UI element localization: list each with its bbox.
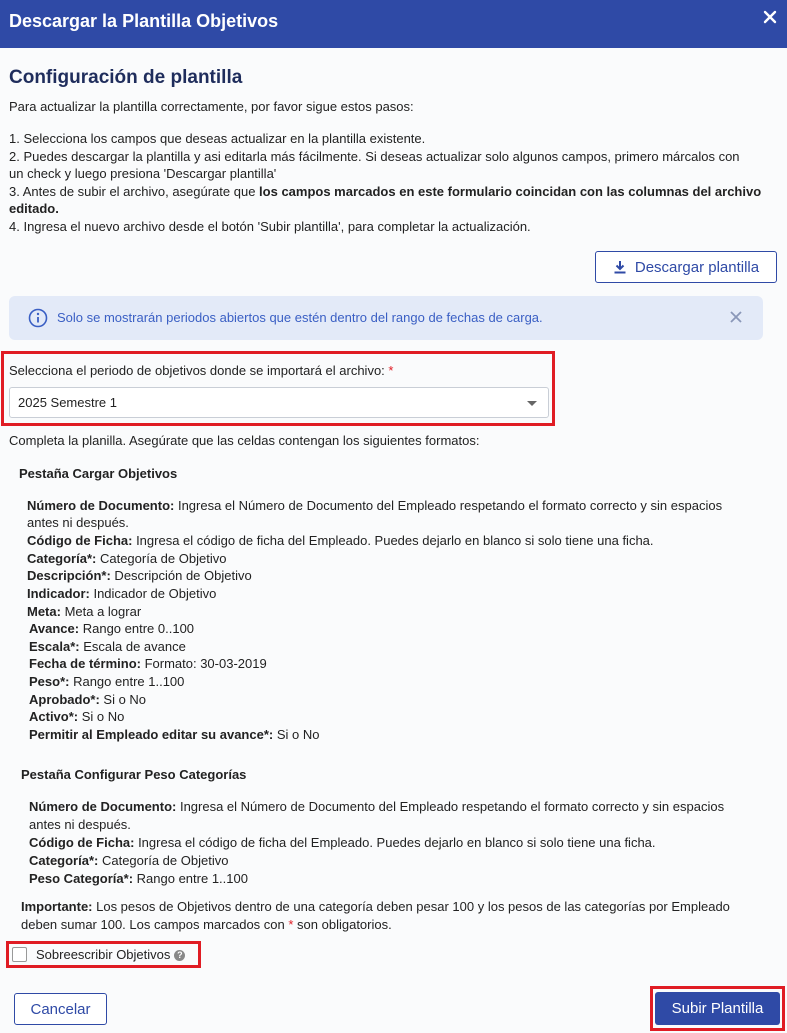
download-template-button[interactable] xyxy=(595,251,777,283)
dialog-body xyxy=(0,48,787,1033)
tab1-field-line: Fecha de término: Formato: 30-03-2019 xyxy=(29,656,267,671)
tab2-ficha-line: Código de Ficha: Ingresa el código de ficha del Empleado. Puedes dejarlo en blanco si solo tiene una ficha. xyxy=(29,835,656,850)
step-2-cont: un check y luego presiona 'Descargar plantilla' xyxy=(9,166,277,181)
dialog-header xyxy=(0,0,787,48)
tab1-field-line: Meta: Meta a lograr xyxy=(27,604,142,619)
tab1-field-line: Activo*: Si o No xyxy=(29,709,125,724)
download-icon xyxy=(613,260,627,274)
intro-text: Para actualizar la plantilla correctamente, por favor sigue estos pasos: xyxy=(9,99,414,114)
period-select-value: 2025 Semestre 1 xyxy=(18,395,118,410)
tab1-field-line: Descripción*: Descripción de Objetivo xyxy=(27,568,252,583)
tab1-field-line: Escala*: Escala de avance xyxy=(29,639,186,654)
help-icon[interactable]: ? xyxy=(174,950,185,961)
tab1-ficha-line: Código de Ficha: Ingresa el código de ficha del Empleado. Puedes dejarlo en blanco si solo tiene una ficha. xyxy=(27,533,654,548)
overwrite-checkbox[interactable] xyxy=(12,947,27,962)
required-mark: * xyxy=(388,363,394,378)
tab2-doc-line: Número de Documento: Ingresa el Número de Documento del Empleado respetando el formato correcto y sin espacios xyxy=(29,799,725,814)
tab2-cat-line: Categoría*: Categoría de Objetivo xyxy=(29,853,229,868)
tab1-field-line: Indicador: Indicador de Objetivo xyxy=(27,586,217,601)
dialog-title: Descargar la Plantilla Objetivos xyxy=(9,11,279,31)
download-template-label: Descargar plantilla xyxy=(634,258,760,276)
period-label: Selecciona el periodo de objetivos donde se importará el archivo: * xyxy=(9,363,394,378)
tab1-field-line: Aprobado*: Si o No xyxy=(29,692,147,707)
info-text: Solo se mostrarán periodos abiertos que estén dentro del rango de fechas de carga. xyxy=(57,310,543,325)
close-icon[interactable] xyxy=(763,10,779,32)
tab2-peso-line: Peso Categoría*: Rango entre 1..100 xyxy=(29,871,248,886)
important-note-cont: deben sumar 100. Los campos marcados con * son obligatorios. xyxy=(21,917,392,932)
tab2-doc-line-cont: antes ni después. xyxy=(29,817,131,832)
tab2-title: Pestaña Configurar Peso Categorías xyxy=(21,767,247,782)
step-1: 1. Selecciona los campos que deseas actualizar en la plantilla existente. xyxy=(9,131,426,146)
tab1-title: Pestaña Cargar Objetivos xyxy=(19,466,178,481)
chevron-down-icon xyxy=(527,401,537,406)
cancel-label: Cancelar xyxy=(30,1000,91,1018)
tab1-doc-line: Número de Documento: Ingresa el Número de Documento del Empleado respetando el formato correcto y sin espacios xyxy=(27,498,723,513)
section-title: Configuración de plantilla xyxy=(9,67,243,88)
tab1-doc-line-cont: antes ni después. xyxy=(27,515,129,530)
tab1-field-line: Permitir al Empleado editar su avance*: Si o No xyxy=(29,727,320,742)
info-banner xyxy=(9,296,763,340)
formats-intro: Completa la planilla. Asegúrate que las celdas contengan los siguientes formatos: xyxy=(9,433,480,448)
info-icon xyxy=(28,308,48,328)
close-icon[interactable] xyxy=(730,311,742,323)
important-note: Importante: Los pesos de Objetivos dentro de una categoría deben pesar 100 y los pesos de las categorías por Empleado xyxy=(21,899,730,914)
step-4: 4. Ingresa el nuevo archivo desde el botón 'Subir plantilla', para completar la actualización. xyxy=(9,219,531,234)
cancel-button[interactable] xyxy=(14,993,107,1025)
step-3-cont: editado. xyxy=(9,201,59,216)
tab1-field-line: Categoría*: Categoría de Objetivo xyxy=(27,551,227,566)
upload-template-button[interactable] xyxy=(655,992,780,1025)
period-select[interactable] xyxy=(9,387,549,418)
upload-template-label: Subir Plantilla xyxy=(671,1000,764,1017)
overwrite-label[interactable]: Sobreescribir Objetivos ? xyxy=(36,947,185,962)
step-3: 3. Antes de subir el archivo, asegúrate que los campos marcados en este formulario coincidan con las columnas del archivo xyxy=(9,184,762,199)
tab1-field-line: Avance: Rango entre 0..100 xyxy=(29,621,195,636)
step-2: 2. Puedes descargar la plantilla y asi editarla más fácilmente. Si deseas actualizar solo algunos campos, primero márcalos con xyxy=(9,149,740,164)
tab1-field-line: Peso*: Rango entre 1..100 xyxy=(29,674,185,689)
